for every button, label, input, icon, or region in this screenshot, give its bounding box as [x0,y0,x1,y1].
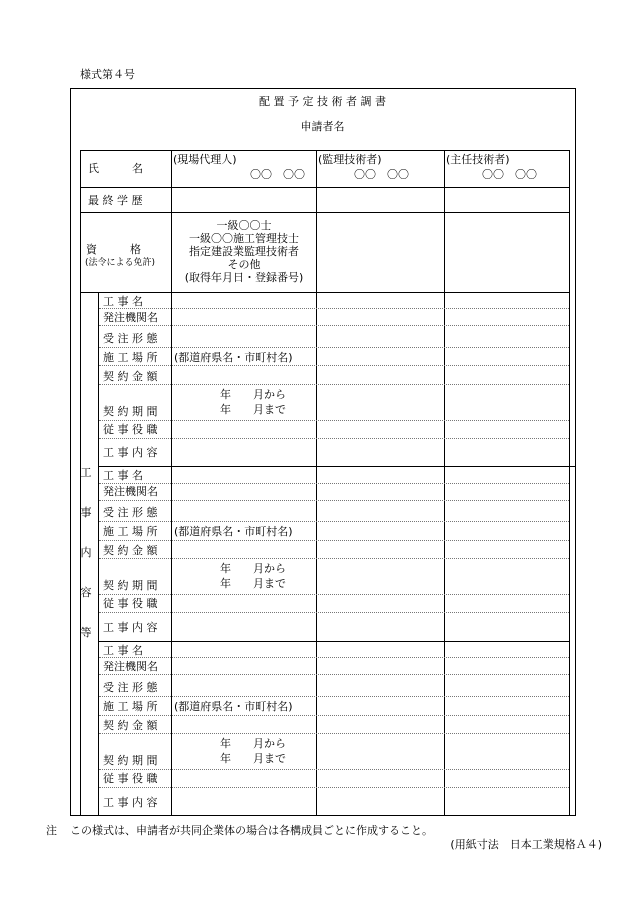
contract-amount-label: 契 約 金 額 [103,544,158,557]
work-name-label: 工 事 名 [103,644,143,657]
order-form-label: 受 注 形 態 [103,506,158,519]
location-value: (都道府県名・市町村名) [174,351,293,364]
paper-size-note: (用紙寸法 日本工業規格Ａ４) [450,838,602,851]
work-content-label: 工 事 内 容 [103,796,158,809]
qualification-list [172,219,316,284]
qualification-line: その他 [227,258,261,271]
location-value: (都道府県名・市町村名) [174,700,293,713]
location-value: (都道府県名・市町村名) [174,525,293,538]
chief-engineer-name: 〇〇 〇〇 [482,168,537,181]
section-label-char: 事 [80,506,92,519]
role-label: 従 事 役 職 [103,597,158,610]
order-form-label: 受 注 形 態 [103,681,158,694]
work-name-label: 工 事 名 [103,469,143,482]
ordering-agency-label: 発注機関名 [103,311,158,324]
period-to: 年 月まで [220,577,286,590]
site-agent-name: 〇〇 〇〇 [250,168,305,181]
location-label: 施 工 場 所 [103,351,158,364]
work-content-label: 工 事 内 容 [103,621,158,634]
role-label: 従 事 役 職 [103,772,158,785]
footnote-mark: 注 [46,824,57,837]
section-label-char: 等 [80,626,92,639]
location-label: 施 工 場 所 [103,525,158,538]
role-label: 従 事 役 職 [103,423,158,436]
form-number: 様式第４号 [80,68,135,81]
education-label: 最 終 学 歴 [88,194,143,207]
period-from: 年 月から [220,388,286,401]
qualification-label: 資 格 [86,243,141,256]
period-from: 年 月から [220,737,286,750]
qualification-line: 指定建設業監理技術者 [189,245,299,258]
period-to: 年 月まで [220,403,286,416]
contract-period-label: 契 約 期 間 [103,405,158,418]
order-form-label: 受 注 形 態 [103,332,158,345]
site-agent-label: (現場代理人) [173,153,237,166]
contract-amount-label: 契 約 金 額 [103,719,158,732]
work-content-label: 工 事 内 容 [103,446,158,459]
document-title: 配 置 予 定 技 術 者 調 書 [259,95,386,108]
contract-period-label: 契 約 期 間 [103,579,158,592]
work-name-label: 工 事 名 [103,295,143,308]
applicant-name-label: 申請者名 [300,120,345,133]
qualification-line: 一級〇〇施工管理技士 [189,232,299,245]
section-label-char: 容 [80,586,92,599]
supervising-engineer-name: 〇〇 〇〇 [354,168,409,181]
supervising-engineer-label: (監理技術者) [318,153,382,166]
name-column-label: 氏 名 [88,162,143,175]
footnote-text: この様式は、申請者が共同企業体の場合は各構成員ごとに作成すること。 [70,824,433,837]
section-label-char: 工 [80,466,92,479]
chief-engineer-label: (主任技術者) [446,153,510,166]
period-to: 年 月まで [220,752,286,765]
contract-amount-label: 契 約 金 額 [103,370,158,383]
ordering-agency-label: 発注機関名 [103,485,158,498]
contract-period-label: 契 約 期 間 [103,754,158,767]
period-from: 年 月から [220,562,286,575]
ordering-agency-label: 発注機関名 [103,660,158,673]
qualification-line: (取得年月日・登録番号) [184,271,304,284]
location-label: 施 工 場 所 [103,700,158,713]
qualification-sublabel: (法令による免許) [85,258,156,268]
section-label-char: 内 [80,546,92,559]
qualification-line: 一級〇〇士 [216,219,272,232]
